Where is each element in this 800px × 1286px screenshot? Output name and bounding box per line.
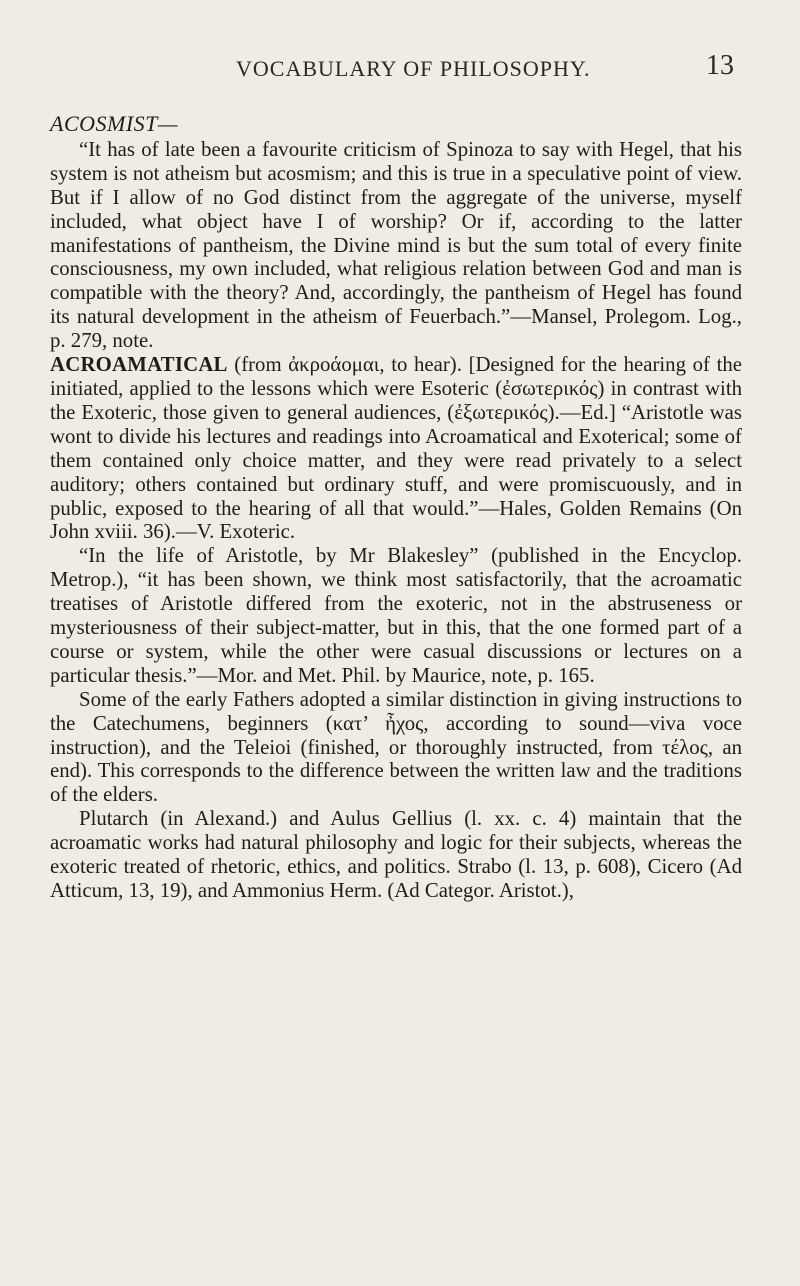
acosmist-paragraph — [50, 138, 742, 353]
running-title: VOCABULARY OF PHILOSOPHY. — [236, 56, 591, 81]
acroamatical-paragraph-1 — [50, 353, 742, 544]
page-body — [50, 112, 742, 903]
acosmist-text: “It has of late been a favourite criticism of Spinoza to say with Hegel, that his system is not atheism but acosmism; and this is true in a speculative point of view. But if I allow of no God distinct from the aggregate of the universe, myself included, what object have I of worship? Or if, according to the latter manifestations of pantheism, the Divine mind is but the sum total of every finite consciousness, my own included, what religious relation between God and man is compatible with the theory? And, accordingly, the pantheism of Hegel has found its natural development in the atheism of Feuerbach.”—Mansel, Prolegom. Log., p. 279, note. — [50, 137, 742, 353]
entry-heading-acosmist: ACOSMIST— — [50, 111, 178, 136]
page-header — [0, 50, 800, 90]
acroamatical-paragraph-2 — [50, 544, 742, 687]
acroamatical-paragraph-3 — [50, 688, 742, 808]
acroamatical-text-1: (from ἀκροάομαι, to hear). [Designed for the hearing of the initiated, applied to the lessons which were Esoteric (ἐσωτερικός) in contrast with the Exoteric, those given to general audiences, (ἐξωτερικός).—Ed.] “Aristotle was wont to divide his lectures and readings into Acroamatical and Exoterical; some of them contained only choice matter, and they were read privately to a select auditory; others contained but ordinary stuff, and were promiscuously, and in public, exposed to the hearing of all that would.”—Hales, Golden Remains (On John xviii. 36).—V. Exoteric. — [50, 353, 742, 544]
acroamatical-text-4: Plutarch (in Alexand.) and Aulus Gellius (l. xx. c. 4) maintain that the acroamatic works had natural philosophy and logic for their subjects, whereas the exoteric treated of rhetoric, ethics, and politics. Strabo (l. 13, p. 608), Cicero (Ad Atticum, 13, 19), and Ammonius Herm. (Ad Categor. Aristot.), — [50, 807, 742, 902]
acroamatical-text-3: Some of the early Fathers adopted a similar distinction in giving instructions to the Catechumens, beginners (κατ’ ἦχος, according to sound—viva voce instruction), and the Teleioi (finished, or thoroughly instructed, from τέλος, an end). This corresponds to the difference between the written law and the traditions of the elders. — [50, 687, 742, 807]
acroamatical-text-2: “In the life of Aristotle, by Mr Blakesley” (published in the Encyclop. Metrop.), “it has been shown, we think most satisfactorily, that the acroamatic treatises of Aristotle differed from the exoteric, not in the abstruseness or mysteriousness of their subject-matter, but in this, that the one formed part of a course or system, while the other were casual discussions or lectures on a particular thesis.”—Mor. and Met. Phil. by Maurice, note, p. 165. — [50, 544, 742, 687]
acroamatical-paragraph-4 — [50, 807, 742, 903]
entry-heading-acroamatical: ACROAMATICAL — [50, 353, 228, 377]
page-number: 13 — [706, 50, 734, 81]
